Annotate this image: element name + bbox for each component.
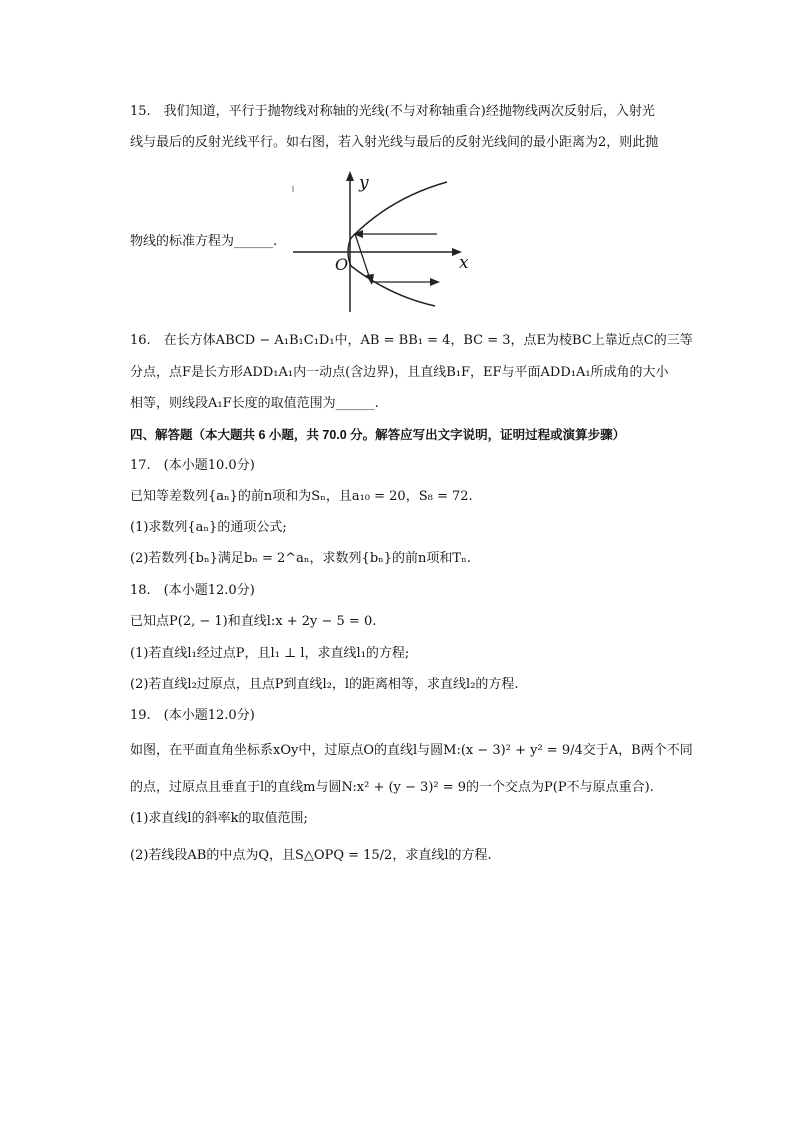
outgoing-ray-arrow: [430, 278, 440, 286]
q17-line-1: 已知等差数列{aₙ}的前n项和为Sₙ，且a₁₀ = 20，S₈ = 72.: [130, 489, 473, 504]
section-heading: 四、解答题（本大题共 6 小题，共 70.0 分。解答应写出文字说明，证明过程或演算步骤）: [130, 428, 626, 442]
parabola-figure: [285, 168, 475, 316]
q19-line-3: (1)求直线l的斜率k的取值范围;: [130, 811, 308, 826]
q17-line-2: (1)求数列{aₙ}的通项公式;: [130, 520, 287, 535]
origin-label: O: [335, 255, 349, 274]
reflected-ray-arrow: [366, 274, 374, 285]
q16-line-1: 16. 在长方体ABCD − A₁B₁C₁D₁中，AB = BB₁ = 4，BC = 3，点E为棱BC上靠近点C的三等: [130, 333, 693, 348]
q17-line-3: (2)若数列{bₙ}满足bₙ = 2^aₙ，求数列{bₙ}的前n项和Tₙ.: [130, 551, 471, 566]
q18-line-3: (2)若直线l₂过原点，且点P到直线l₂，l的距离相等，求直线l₂的方程.: [130, 677, 519, 692]
q19-line-1: 如图，在平面直角坐标系xOy中，过原点O的直线l与圆M:(x − 3)² + y² = 9/4交于A，B两个不同: [130, 743, 693, 758]
q19-header: 19. (本小题12.0分): [130, 708, 255, 723]
q19-line-4: (2)若线段AB的中点为Q，且S△OPQ = 15/2，求直线l的方程.: [130, 848, 492, 863]
q16-line-3: 相等，则线段A₁F长度的取值范围为______.: [130, 396, 379, 411]
parabola-curve: [348, 182, 447, 306]
x-axis-label: x: [459, 253, 469, 273]
y-axis-arrow: [346, 171, 354, 181]
y-axis-label: y: [359, 173, 369, 193]
q15-line-2: 线与最后的反射光线平行。如右图，若入射光线与最后的反射光线间的最小距离为2，则此抛: [130, 135, 659, 150]
q17-header: 17. (本小题10.0分): [130, 458, 255, 473]
q18-line-2: (1)若直线l₁经过点P，且l₁ ⊥ l，求直线l₁的方程;: [130, 646, 410, 661]
q19-line-2: 的点，过原点且垂直于l的直线m与圆N:x² + (y − 3)² = 9的一个交点为P(P不与原点重合).: [130, 780, 654, 795]
q15-line-3: 物线的标准方程为______.: [130, 234, 278, 249]
q18-line-1: 已知点P(2, − 1)和直线l:x + 2y − 5 = 0.: [130, 614, 377, 629]
q18-header: 18. (本小题12.0分): [130, 583, 255, 598]
q15-line-1: 15. 我们知道，平行于抛物线对称轴的光线(不与对称轴重合)经抛物线两次反射后，入射光: [130, 104, 655, 119]
q16-line-2: 分点，点F是长方形ADD₁A₁内一动点(含边界)，且直线B₁F，EF与平面ADD₁A₁所成角的大小: [130, 365, 669, 380]
